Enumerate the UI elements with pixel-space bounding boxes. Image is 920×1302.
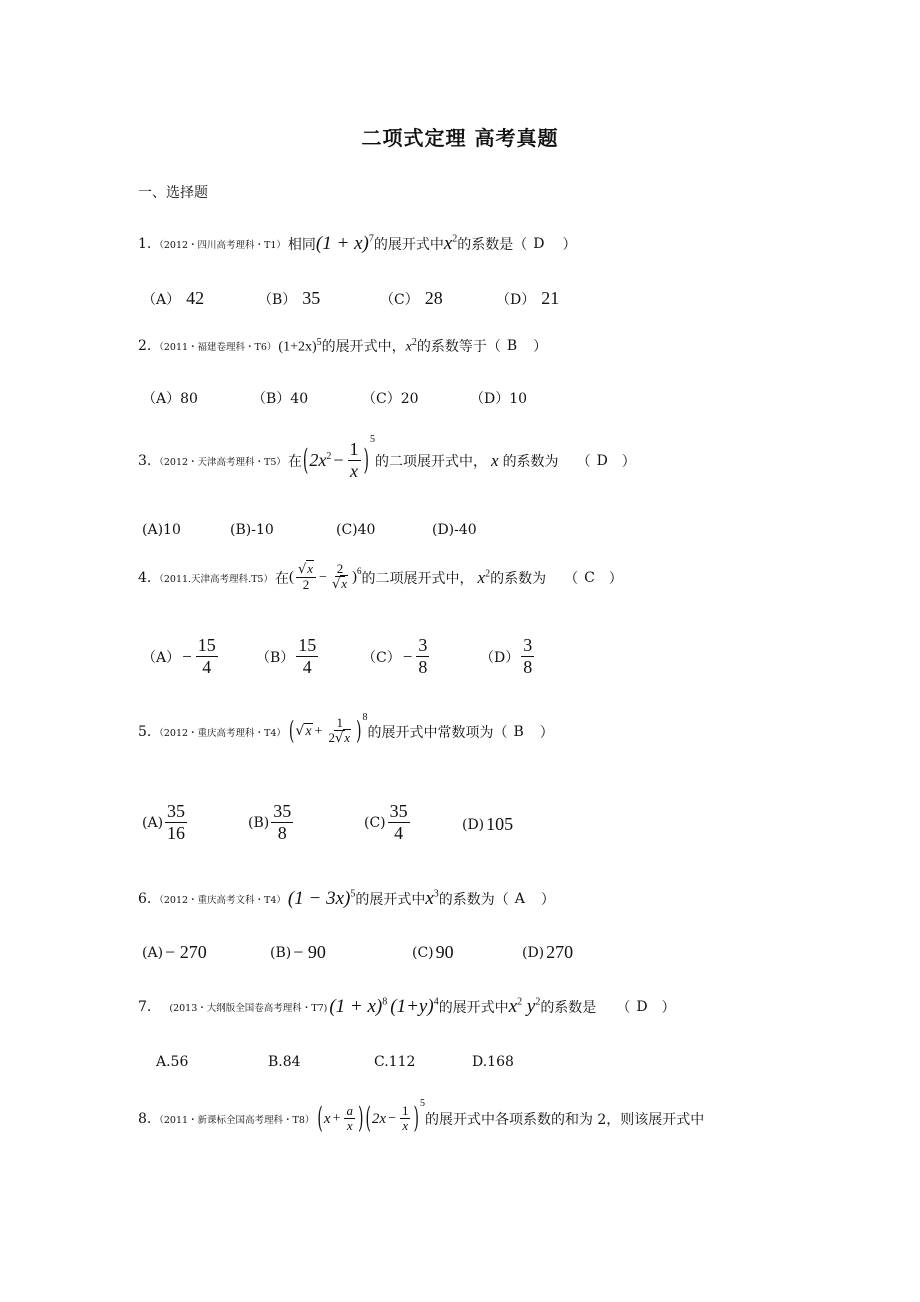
q4-option-a: （A） − $\frac{15}{4}$: [142, 635, 216, 677]
q1-option-a: （A） 42: [142, 288, 205, 308]
q5-option-b: (B) $\frac{35}{8}$: [248, 801, 292, 843]
q8-fraction-2: $\frac{1}{x}$: [401, 1103, 409, 1134]
q4-variable: $x^2$: [477, 567, 491, 587]
q7-text-mid: 的展开式中: [438, 1000, 509, 1016]
q2-number: 2.: [138, 338, 152, 354]
q3-term: $2x^2$: [309, 450, 332, 471]
question-4: 4. （2011.天津高考理科.T5） 在 ( $\frac{√x}{2}$ − $\frac{2}{√x}$ ) $^6$ 的二项展开式中， $x^2$ 的系数为 （ C ）: [138, 561, 623, 593]
q1-source: （2012・四川高考理科・T1）: [154, 240, 286, 251]
q4-option-c: （C） − $\frac{3}{8}$: [362, 635, 428, 677]
q2-option-c: （C）20: [362, 391, 419, 407]
q4-fraction-2: $\frac{2}{√x}$: [331, 561, 348, 593]
q4-option-d: （D） $\frac{3}{8}$: [480, 635, 533, 677]
q5-fraction: $\frac{1}{2√x}$: [328, 715, 351, 747]
q6-option-b: (B) − 90: [270, 942, 326, 962]
q3-text-post2: 的系数为: [502, 453, 559, 470]
q6-answer: A: [514, 891, 525, 907]
q8-term-a: x: [323, 1110, 331, 1127]
q3-source: （2012・天津高考理科・T5）: [154, 456, 286, 468]
q6-close: ）: [540, 892, 555, 908]
q4-option-b: （B） $\frac{15}{4}$: [256, 635, 317, 677]
q5-close: ）: [539, 724, 554, 741]
q6-text-post: 的系数为（: [438, 892, 509, 908]
q4-exponent: 6: [357, 566, 362, 576]
q6-source: （2012・重庆高考文科・T4）: [154, 895, 286, 906]
q3-minus: −: [333, 450, 344, 471]
q3-option-c: (C)40: [336, 522, 376, 538]
q5-sqrt-term: √x: [295, 723, 312, 740]
q7-option-b: B.84: [268, 1054, 301, 1070]
question-3: 3. （2012・天津高考理科・T5） 在 ( $2x^2$ − $\frac{1}{x}$ ) $^5$ 的二项展开式中， x 的系数为 （ D ）: [138, 434, 636, 481]
q2-text-mid: 的展开式中，: [321, 339, 406, 355]
q1-text-post: 的系数是（: [457, 237, 528, 253]
q2-option-a: （A）80: [142, 391, 198, 407]
q3-exponent: 5: [370, 434, 376, 445]
q3-paren-close: ): [363, 443, 370, 478]
q4-source: （2011.天津高考理科.T5）: [154, 573, 273, 585]
q4-text-post: 的二项展开式中，: [361, 570, 474, 587]
q8-plus: +: [332, 1111, 341, 1127]
q4-number: 4.: [138, 569, 152, 586]
q5-option-d: (D) 105: [462, 814, 514, 834]
question-1: [138, 233, 577, 255]
q3-text-pre: 在: [287, 453, 302, 470]
q6-option-c: (C) 90: [412, 942, 454, 962]
q1-close: ）: [562, 237, 577, 253]
q7-option-a: A.56: [156, 1054, 189, 1070]
q2-answer: B: [506, 338, 518, 354]
q2-option-d: （D）10: [470, 391, 528, 407]
q8-exponent: 5: [419, 1098, 425, 1109]
q5-option-c: (C) $\frac{35}{4}$: [364, 801, 408, 843]
q3-paren-open: (: [302, 443, 309, 478]
q7-source: (2013・大纲版全国卷高考理科・T7): [169, 1003, 328, 1014]
q7-text-post: 的系数是: [540, 1000, 597, 1016]
q1-expression: $(1 + x)^7$: [315, 233, 374, 254]
q3-answer: D: [596, 452, 608, 469]
q1-option-c: （C） 28: [380, 288, 443, 308]
q4-fraction-1: $\frac{√x}{2}$: [296, 562, 316, 593]
q7-option-d: D.168: [472, 1054, 514, 1070]
q3-number: 3.: [138, 452, 152, 469]
q8-term-b: 2x: [371, 1110, 387, 1127]
q3-variable: x: [491, 450, 499, 470]
q7-number: 7.: [138, 999, 152, 1015]
q5-answer: B: [513, 723, 524, 740]
q7-option-c: C.112: [374, 1054, 416, 1070]
question-8: 8. （2011・新课标全国高考理科・T8） ( x + $\frac{a}{x}$ ) ( 2x − $\frac{1}{x}$ ) $^5$ 的展开式中各项系数的和为 2，则该展开式中: [138, 1098, 705, 1136]
q1-variable: $x^2$: [443, 233, 458, 254]
q4-text-post2: 的系数为: [490, 570, 547, 587]
q2-text-post: 的系数等于（: [416, 339, 501, 355]
q7-expression-2: $(1+y)^4$: [390, 996, 439, 1017]
page-title: 二项式定理 高考真题: [361, 126, 559, 150]
q2-source: （2011・福建卷理科・T6）: [154, 342, 277, 353]
q8-text-post: 的展开式中各项系数的和为 2，则该展开式中: [424, 1112, 705, 1129]
q6-text-mid: 的展开式中: [355, 892, 426, 908]
q6-option-a: (A) − 270: [142, 942, 207, 962]
q3-option-d: (D)-40: [432, 522, 477, 538]
q8-fraction-1: $\frac{a}{x}$: [346, 1103, 353, 1134]
q7-answer: D: [636, 999, 648, 1015]
q1-option-d: （D） 21: [496, 288, 560, 308]
q8-minus: −: [388, 1111, 396, 1127]
q4-text-pre: 在: [274, 570, 289, 587]
q2-close: ）: [533, 339, 548, 355]
q1-text-pre: 相同: [287, 237, 316, 253]
section-heading: 一、选择题: [138, 185, 208, 201]
q6-option-d: (D) 270: [522, 942, 574, 962]
question-7: 7. (2013・大纲版全国卷高考理科・T7) $(1 + x)^8$ $(1+y)^4$ 的展开式中 $x^2$ $y^2$ 的系数是 （ D ）: [138, 996, 676, 1017]
q5-option-a: (A) $\frac{35}{16}$: [142, 801, 186, 843]
q2-variable: $x^2$: [405, 336, 417, 355]
q1-option-b: （B） 35: [258, 288, 321, 308]
q5-exponent: 8: [362, 712, 368, 723]
q2-option-b: （B）40: [252, 391, 309, 407]
q3-option-b: (B)-10: [230, 522, 274, 538]
q6-variable: $x^3$: [425, 888, 439, 909]
question-6: [138, 888, 555, 910]
q3-fraction: $\frac{1}{x}$: [349, 439, 359, 481]
question-2: [138, 336, 547, 356]
q5-text-post: 的展开式中常数项为（: [367, 724, 508, 741]
q1-number: 1.: [138, 236, 152, 252]
q3-option-a: (A)10: [142, 522, 181, 538]
q4-minus: −: [319, 569, 327, 585]
q7-variables: $x^2$ $y^2$: [508, 996, 541, 1017]
q1-answer: D: [533, 236, 545, 252]
q1-text-mid: 的展开式中: [373, 237, 444, 253]
question-5: 5. （2012・重庆高考理科・T4） ( √x + $\frac{1}{2√x}$ ) $^8$ 的展开式中常数项为（ B ）: [138, 712, 554, 747]
q8-source: （2011・新课标全国高考理科・T8）: [154, 1115, 315, 1127]
q2-expression: $(1+2x)^5$: [278, 336, 322, 355]
q7-expression-1: $(1 + x)^8$: [329, 996, 388, 1017]
q6-expression: $(1 - 3x)^5$: [287, 888, 356, 909]
q5-source: （2012・重庆高考理科・T4）: [154, 727, 286, 739]
q4-answer: C: [584, 569, 595, 586]
q8-number: 8.: [138, 1111, 152, 1128]
q3-text-post: 的二项展开式中，: [375, 453, 488, 470]
q6-number: 6.: [138, 891, 152, 907]
q5-plus: +: [314, 723, 323, 739]
q5-number: 5.: [138, 723, 152, 740]
